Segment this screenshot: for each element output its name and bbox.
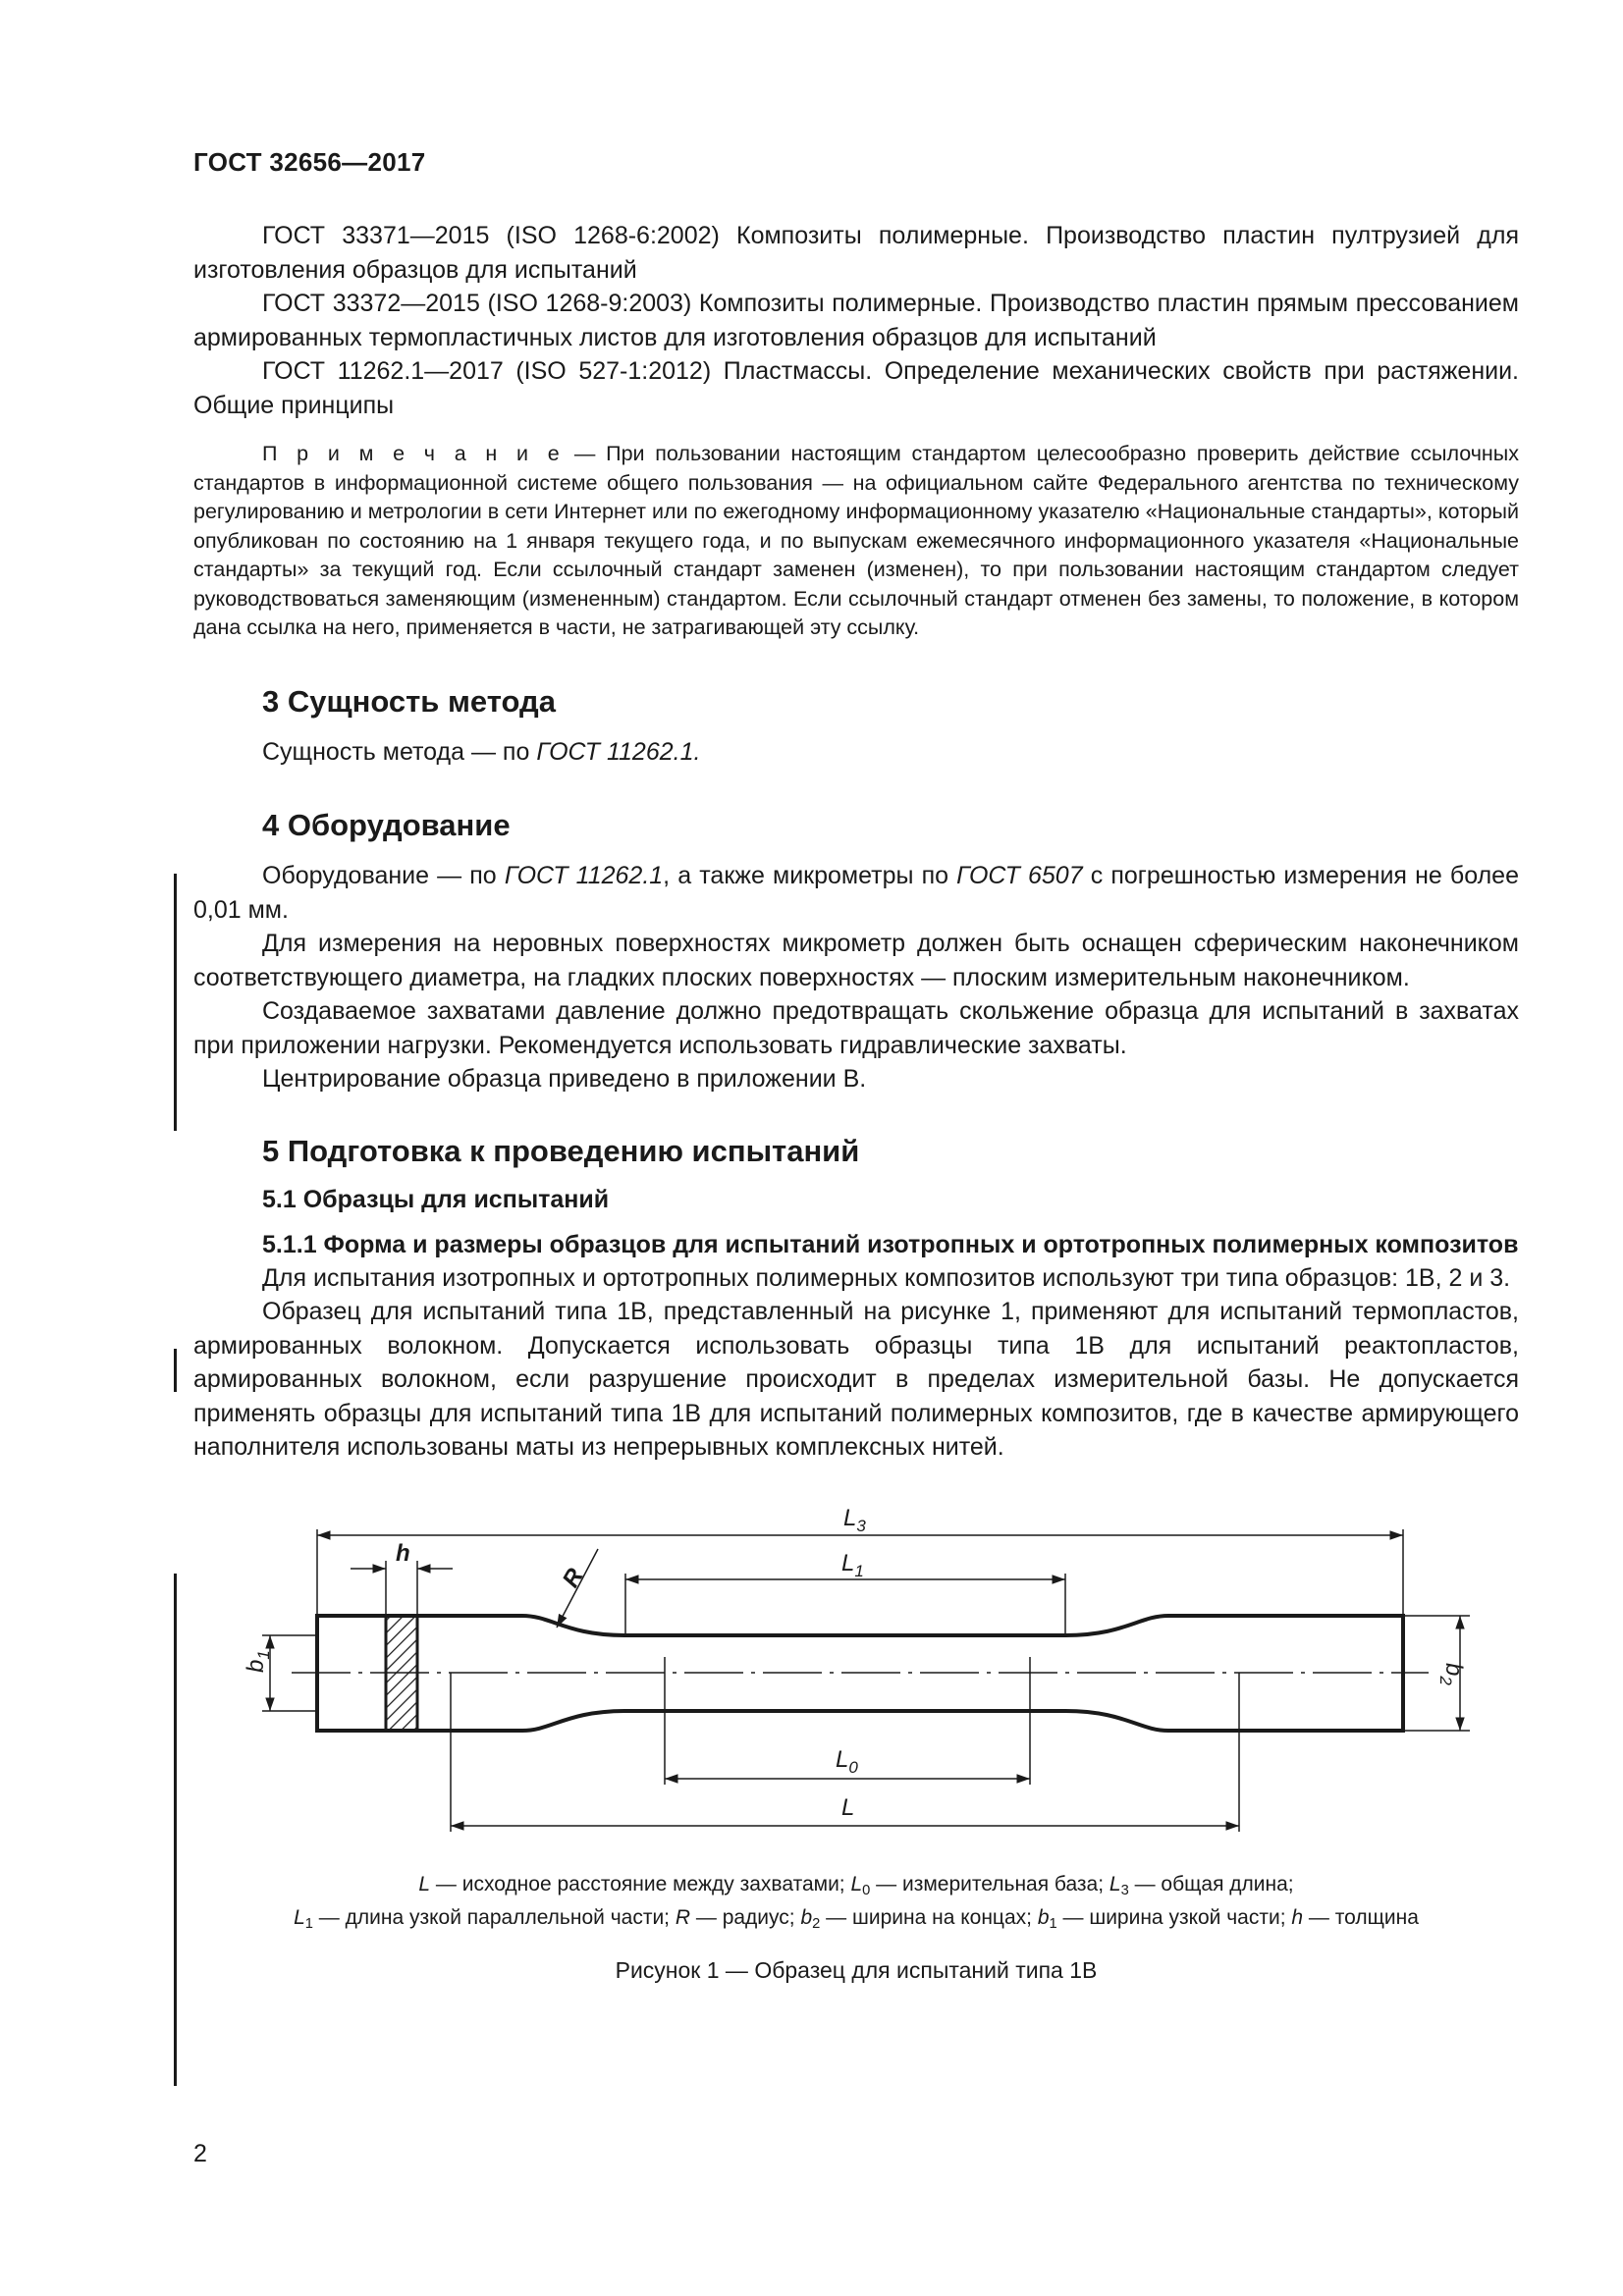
change-bar-section4 xyxy=(174,874,177,1131)
section-4-para-2: Для измерения на неровных поверхностях микрометр должен быть оснащен сферическим наконечником соответствующего диаметра, на гладких плоских поверхностях — плоским измерительным наконечником. xyxy=(193,930,1519,991)
section-5-title: 5 Подготовка к проведению испытаний xyxy=(262,1133,860,1168)
label-L1: $L_1$ xyxy=(841,1549,864,1580)
legend-symbol: L xyxy=(418,1872,431,1896)
section-3-ref: ГОСТ 11262.1. xyxy=(536,737,701,766)
page-number: 2 xyxy=(193,2140,207,2167)
specimen-drawing xyxy=(193,1500,1519,1893)
note-label: П р и м е ч а н и е xyxy=(262,442,565,465)
subsection-5-1-1-title: 5.1.1 Форма и размеры образцов для испытаний изотропных и ортотропных полимерных композитов xyxy=(262,1230,1519,1258)
legend-subscript: 1 xyxy=(304,1915,313,1932)
legend-symbol: h xyxy=(1291,1905,1304,1929)
section-5-para-1: Для испытания изотропных и ортотропных полимерных композитов используют три типа образцов: 1В, 2 и 3. xyxy=(262,1263,1511,1292)
label-L: L xyxy=(841,1793,855,1821)
reference-item: ГОСТ 33371—2015 (ISO 1268-6:2002) Композиты полимерные. Производство пластин пултрузией для изготовления образцов для испытаний xyxy=(193,222,1519,284)
legend-subscript: 2 xyxy=(812,1915,821,1932)
change-bar-section5 xyxy=(174,1349,177,1392)
legend-text: — ширина на концах; xyxy=(820,1905,1038,1929)
legend-text: — радиус; xyxy=(690,1905,801,1929)
subsection-5-1-title: 5.1 Образцы для испытаний xyxy=(262,1185,610,1213)
legend-text: — измерительная база; xyxy=(870,1872,1109,1896)
note-paragraph xyxy=(193,440,1519,643)
section-3-title: 3 Сущность метода xyxy=(262,683,556,719)
label-b1: $b_1$ xyxy=(243,1649,273,1673)
figure-1 xyxy=(193,1500,1519,2030)
label-R: R xyxy=(557,1563,589,1592)
document-body xyxy=(193,219,1519,2030)
legend-text: — толщина xyxy=(1303,1905,1419,1929)
legend-symbol: L xyxy=(850,1872,863,1896)
label-L0: $L_0$ xyxy=(836,1745,858,1777)
reference-item: ГОСТ 33372—2015 (ISO 1268-9:2003) Композиты полимерные. Производство пластин прямым прессованием армированных термопластичных листов для изготовления образцов для испытаний xyxy=(193,290,1519,351)
figure-caption: Рисунок 1 — Образец для испытаний типа 1В xyxy=(615,1956,1098,1983)
section-4-para-3: Создаваемое захватами давление должно предотвращать скольжение образца для испытаний в захватах при приложении нагрузки. Рекомендуется использовать гидравлические захваты. xyxy=(193,997,1519,1059)
label-b2: $b_2$ xyxy=(1436,1662,1467,1685)
section-4-p1-ref2: ГОСТ 6507 xyxy=(956,862,1083,889)
legend-subscript: 0 xyxy=(862,1882,871,1898)
label-h: h xyxy=(396,1539,410,1567)
section-4-p1-mid: , а также микрометры по xyxy=(663,862,957,889)
section-3-text xyxy=(193,735,1519,770)
legend-text: — исходное расстояние между захватами; xyxy=(430,1872,851,1896)
legend-subscript: 1 xyxy=(1049,1915,1057,1932)
section-4-title: 4 Оборудование xyxy=(262,808,511,842)
legend-subscript: 3 xyxy=(1120,1882,1129,1898)
legend-symbol: b xyxy=(1037,1905,1050,1929)
figure-legend-line-2 xyxy=(193,1902,1519,1940)
legend-symbol: L xyxy=(294,1905,305,1929)
legend-text: — длина узкой параллельной части; xyxy=(312,1905,676,1929)
document-header: ГОСТ 32656—2017 xyxy=(193,147,426,177)
legend-symbol: L xyxy=(1109,1872,1121,1896)
section-4-p1-ref1: ГОСТ 11262.1 xyxy=(504,862,664,889)
section-4-p1-pre: Оборудование — по xyxy=(262,862,505,889)
change-bar-figure xyxy=(174,1574,177,2086)
figure-legend-line-1 xyxy=(193,1869,1519,1906)
section-5-para-2: Образец для испытаний типа 1В, представленный на рисунке 1, применяют для испытаний термопластов, армированных волокном. Допускается использовать образцы типа 1В для испытаний реактопластов, армированных волокном, если разрушение происходит в пределах измерительной базы. Не допускается применять образцы для испытаний типа 1В для испытаний полимерных композитов, где в качестве армирующего наполнителя использованы маты из непрерывных комплексных нитей. xyxy=(193,1298,1519,1461)
legend-text: — ширина узкой части; xyxy=(1056,1905,1292,1929)
section-4-para-1 xyxy=(193,859,1519,927)
section-4-para-4: Центрирование образца приведено в приложении В. xyxy=(262,1065,867,1093)
legend-symbol: b xyxy=(800,1905,813,1929)
legend-symbol: R xyxy=(675,1905,691,1929)
section-4-p1-post: с погрешностью измерения не более 0,01 мм. xyxy=(193,862,1519,924)
legend-text: — общая длина; xyxy=(1128,1872,1294,1896)
label-L3: $L_3$ xyxy=(843,1504,866,1535)
note-text: — При пользовании настоящим стандартом целесообразно проверить действие ссылочных стандартов в информационной системе общего пользования — на официальном сайте Федерального агентства по техническому регулированию и метрологии в сети Интернет или по ежегодному информационному указателю «Национальные стандарты», который опубликован по состоянию на 1 января текущего года, и по выпускам ежемесячного информационного указателя «Национальные стандарты» за текущий год. Если ссылочный стандарт заменен (изменен), то при пользовании настоящим стандартом следует руководствоваться заменяющим (измененным) стандартом. Если ссылочный стандарт отменен без замены, то положение, в котором дана ссылка на него, применяется в части, не затрагивающей эту ссылку. xyxy=(193,442,1519,639)
reference-item: ГОСТ 11262.1—2017 (ISO 527-1:2012) Пластмассы. Определение механических свойств при растяжении. Общие принципы xyxy=(193,357,1519,419)
section-3-text-pre: Сущность метода — по xyxy=(262,737,537,766)
